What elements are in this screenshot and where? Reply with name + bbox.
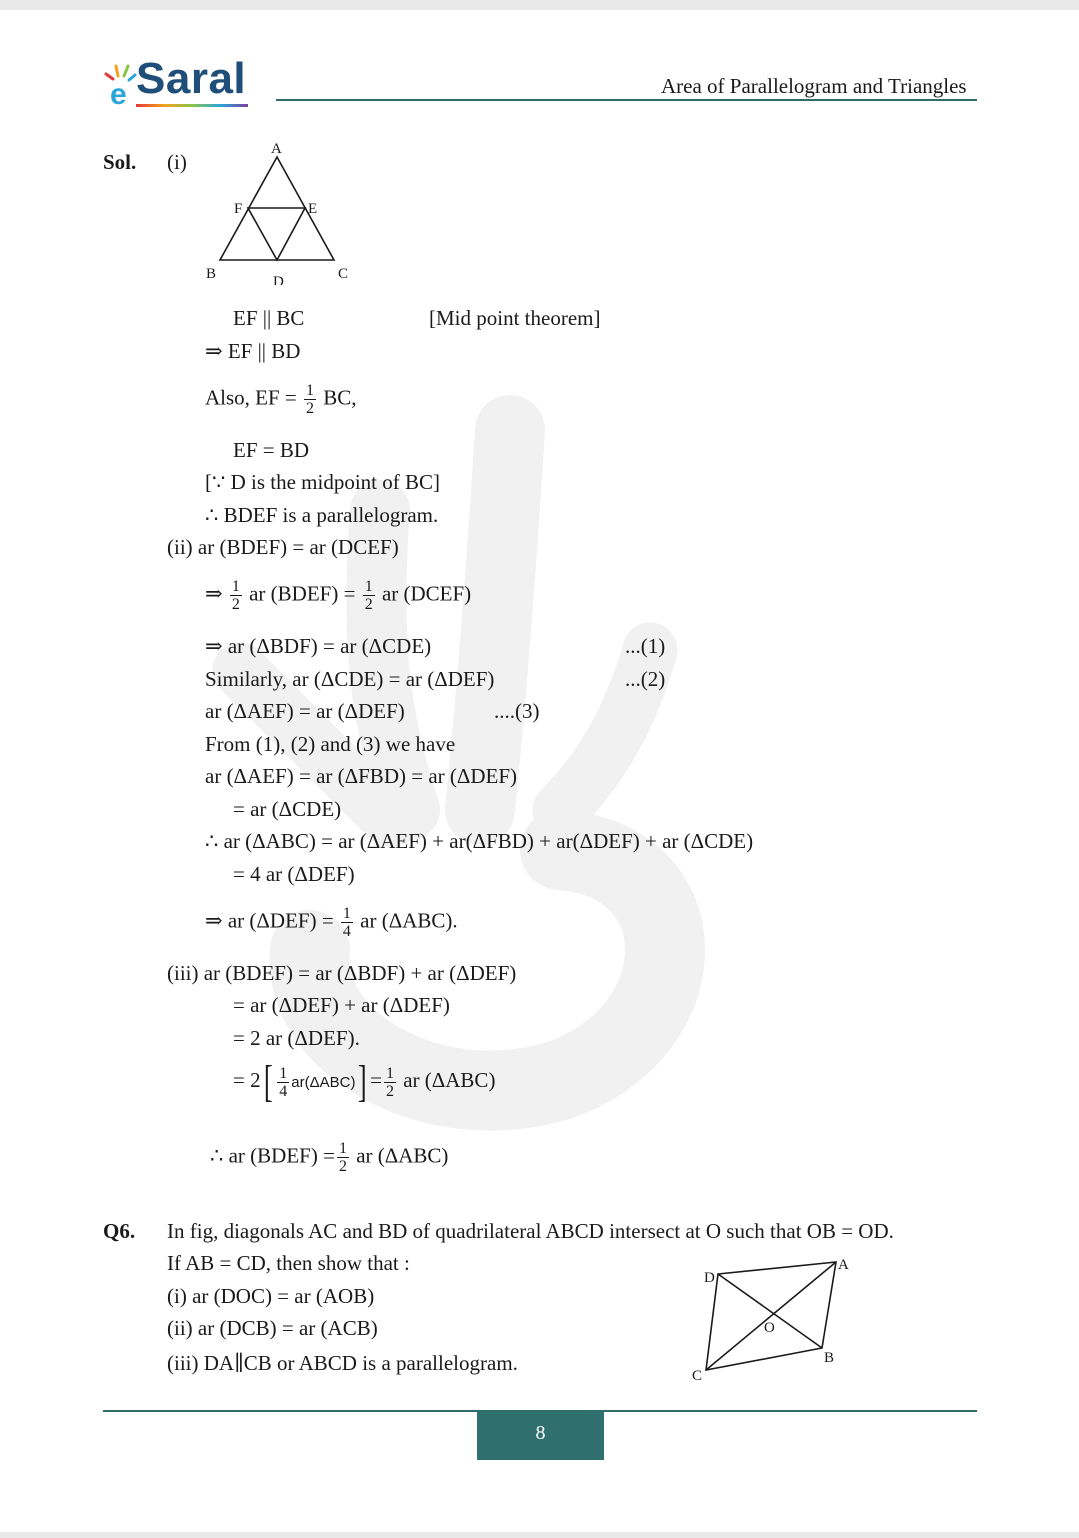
fraction-numerator: 1 [338, 1140, 347, 1157]
line-bdef-parallelogram: ∴ BDEF is a parallelogram. [205, 503, 439, 527]
bracket-open: [ [263, 1057, 273, 1106]
equation-tag-1: ...(1) [625, 634, 666, 658]
line-aef-def: ar (ΔAEF) = ar (ΔDEF) [205, 699, 405, 723]
diagonal-bd [718, 1274, 822, 1348]
line-midpoint-reason: [Mid point theorem] [429, 306, 601, 330]
fraction-denominator: 4 [279, 1082, 288, 1100]
text-fragment: ar (DCEF) [381, 581, 472, 606]
vertex-a-label: A [271, 141, 282, 157]
line-half-areas [205, 578, 471, 613]
vertex-c-label: C [338, 266, 349, 282]
fraction-denominator: 2 [385, 1082, 394, 1100]
text-fragment: = [370, 1067, 382, 1092]
vertex-b-label: B [824, 1350, 835, 1366]
question-line-3: (i) ar (DOC) = ar (AOB) [167, 1284, 375, 1308]
quadrilateral-figure [688, 1252, 858, 1382]
logo-text: Saral [136, 54, 247, 103]
logo-rays-icon [104, 60, 138, 106]
line-eq-cde: = ar (ΔCDE) [233, 797, 342, 821]
solution-label: Sol. [103, 150, 137, 174]
line-part-ii: (ii) ar (BDEF) = ar (DCEF) [167, 535, 399, 559]
question-line-2: If AB = CD, then show that : [167, 1251, 410, 1275]
question-line-5: (iii) DA∥CB or ABCD is a parallelogram. [167, 1351, 518, 1375]
vertex-b-label: B [206, 266, 217, 282]
fraction-denominator: 2 [231, 596, 240, 613]
fraction-half [337, 1140, 349, 1175]
text-fragment: ∴ ar (BDEF) = [210, 1143, 335, 1168]
line-ef-parallel-bd: ⇒ EF || BD [205, 339, 301, 363]
line-similarly: Similarly, ar (ΔCDE) = ar (ΔDEF) [205, 667, 495, 691]
line-bdef-half-abc [210, 1140, 448, 1175]
line-ef-parallel-bc: EF || BC [233, 306, 305, 330]
fraction-numerator: 1 [364, 578, 373, 595]
bracket-close: ] [358, 1057, 368, 1106]
triangle-figure [200, 140, 360, 285]
document-page [0, 10, 1079, 1532]
fraction-numerator: 1 [279, 1064, 288, 1082]
text-fragment: Also, EF = [205, 385, 297, 410]
fraction-quarter [341, 905, 353, 940]
line-abc-sum: ∴ ar (ΔABC) = ar (ΔAEF) + ar(ΔFBD) + ar(ΔDEF) + ar (ΔCDE) [205, 829, 754, 853]
chapter-title: Area of Parallelogram and Triangles [661, 74, 967, 98]
fraction-half [384, 1065, 396, 1100]
line-ef-half-bc [205, 382, 357, 417]
text-fragment: ⇒ ar (ΔDEF) = [205, 908, 334, 933]
vertex-e-label: E [308, 201, 318, 217]
text-fragment: ar (BDEF) = [249, 581, 356, 606]
line-areas-equal: ar (ΔAEF) = ar (ΔFBD) = ar (ΔDEF) [205, 764, 518, 788]
triangle-def [248, 208, 305, 260]
line-def-plus-def: = ar (ΔDEF) + ar (ΔDEF) [233, 993, 450, 1017]
line-bracket-expression [233, 1057, 496, 1106]
text-fragment: BC, [323, 385, 357, 410]
page-number: 8 [477, 1411, 604, 1460]
question-label: Q6. [103, 1219, 136, 1243]
line-2-def: = 2 ar (ΔDEF). [233, 1026, 360, 1050]
line-bdf-cde: ⇒ ar (ΔBDF) = ar (ΔCDE) [205, 634, 432, 658]
fraction-numerator: 1 [231, 578, 240, 595]
text-fragment: ar (ΔABC) [403, 1067, 496, 1092]
fraction-denominator: 4 [342, 923, 351, 940]
fraction-quarter [277, 1065, 289, 1100]
vertex-a-label: A [838, 1257, 849, 1273]
equation-tag-2: ...(2) [625, 667, 666, 691]
fraction-numerator: 1 [342, 905, 351, 922]
text-fragment: ⇒ [205, 581, 223, 606]
vertex-f-label: F [234, 201, 243, 217]
text-fragment: ar (ΔABC). [360, 908, 458, 933]
vertex-d-label: D [273, 274, 284, 285]
part-i-label: (i) [167, 150, 187, 174]
diagonal-ac [706, 1262, 836, 1370]
logo-underline [136, 104, 248, 107]
fraction-half [230, 578, 242, 613]
text-fragment: ar(ΔABC) [291, 1073, 356, 1091]
line-from-123: From (1), (2) and (3) we have [205, 732, 456, 756]
fraction-half [363, 578, 375, 613]
question-line-4: (ii) ar (DCB) = ar (ACB) [167, 1316, 378, 1340]
line-ef-equals-bd: EF = BD [233, 438, 310, 462]
text-fragment: = 2 [233, 1067, 261, 1092]
text-fragment: ar (ΔABC) [356, 1143, 449, 1168]
line-4-def: = 4 ar (ΔDEF) [233, 862, 355, 886]
vertex-d-label: D [704, 1270, 715, 1286]
header-divider [276, 99, 977, 101]
question-line-1: In fig, diagonals AC and BD of quadrilateral ABCD intersect at O such that OB = OD. [167, 1219, 894, 1243]
logo-mark: e [110, 78, 127, 106]
fraction-half [304, 382, 316, 417]
vertex-o-label: O [764, 1320, 775, 1336]
line-midpoint-bc: [∵ D is the midpoint of BC] [205, 470, 441, 494]
vertex-c-label: C [692, 1368, 703, 1382]
fraction-denominator: 2 [364, 596, 373, 613]
fraction-numerator: 1 [306, 382, 315, 399]
fraction-numerator: 1 [385, 1064, 394, 1082]
fraction-denominator: 2 [338, 1158, 347, 1175]
equation-tag-3: ....(3) [494, 699, 540, 723]
fraction-denominator: 2 [306, 400, 315, 417]
line-part-iii: (iii) ar (BDEF) = ar (ΔBDF) + ar (ΔDEF) [167, 961, 517, 985]
line-def-quarter-abc [205, 905, 458, 940]
